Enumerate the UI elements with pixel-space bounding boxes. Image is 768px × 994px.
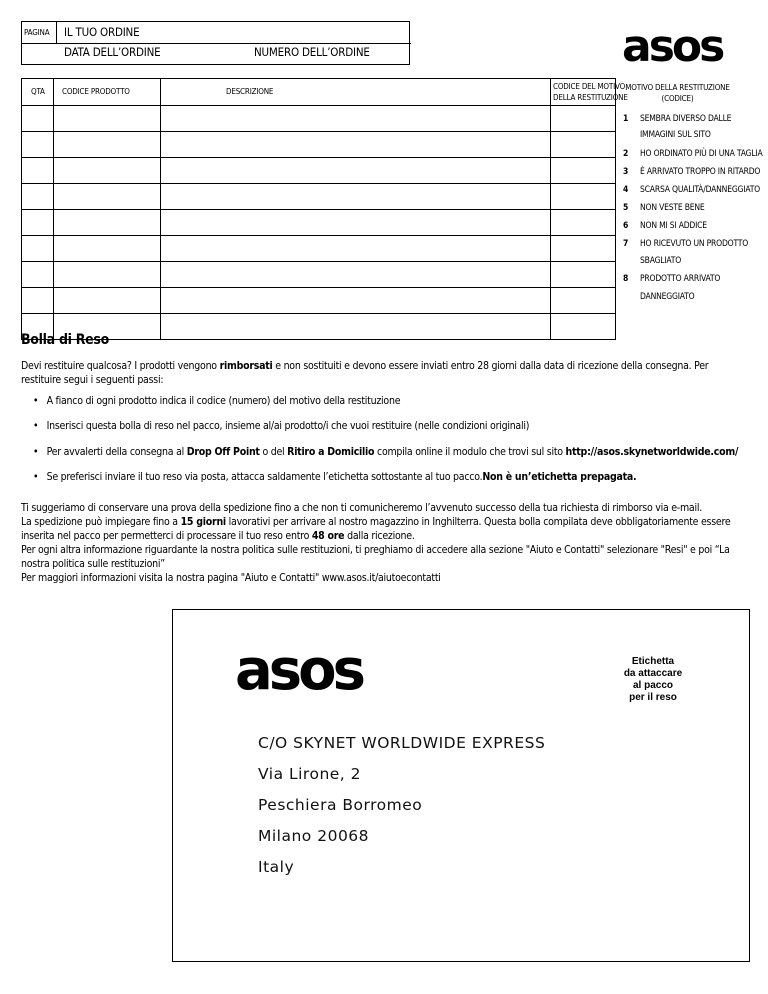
reason-code-cell[interactable]	[551, 236, 616, 262]
qty-cell[interactable]	[22, 262, 54, 288]
desc-cell[interactable]	[161, 158, 551, 184]
reason-number: 7	[623, 239, 629, 249]
code-cell[interactable]	[54, 210, 161, 236]
reason-text: SCARSA QUALITÀ/DANNEGGIATO	[640, 185, 760, 195]
desc-cell[interactable]	[161, 236, 551, 262]
reason-text: DANNEGGIATO	[640, 292, 695, 302]
not-prepaid-text: Non è un’etichetta prepagata.	[482, 471, 637, 483]
qty-cell[interactable]	[22, 210, 54, 236]
reason-code-cell[interactable]	[551, 262, 616, 288]
note-text: La spedizione può impiegare fino a	[21, 516, 181, 528]
table-row	[22, 236, 616, 262]
note-text: Per maggiori informazioni visita la nostra pagina "Aiuto e Contatti" www.asos.it/aiutoecontatti	[21, 572, 441, 584]
reason-text: IMMAGINI SUL SITO	[640, 130, 711, 140]
reason-code-cell[interactable]	[551, 210, 616, 236]
qty-cell[interactable]	[22, 132, 54, 158]
code-cell[interactable]	[54, 236, 161, 262]
reason-number: 2	[623, 149, 629, 159]
reason-text: PRODOTTO ARRIVATO	[640, 274, 721, 284]
order-number-label: NUMERO DELL’ORDINE	[254, 45, 370, 59]
address-line-2: Via Lirone, 2	[258, 765, 362, 783]
intro-text: e non sostituiti e devono essere inviati entro 28 giorni dalla data di ricezione della consegna. Per restituire segui i seguenti passi:	[21, 360, 709, 386]
reason-code-cell[interactable]	[551, 132, 616, 158]
reason-code-cell[interactable]	[551, 288, 616, 314]
reason-text: SEMBRA DIVERSO DALLE	[640, 114, 732, 124]
qty-cell[interactable]	[22, 288, 54, 314]
label-note-line: per il reso	[629, 692, 677, 703]
bullet-3: • Per avvalerti della consegna al Drop Off Point o del Ritiro a Domicilio compila online il modulo che trovi sul sito http://asos.skynetworldwide.com/	[33, 446, 739, 458]
label-note-line: da attaccare	[623, 668, 683, 679]
qty-cell[interactable]	[22, 184, 54, 210]
reason-text: HO ORDINATO PIÙ DI UNA TAGLIA	[640, 149, 763, 159]
desc-cell[interactable]	[161, 288, 551, 314]
col-desc-label: DESCRIZIONE	[226, 87, 274, 96]
label-note-line: Etichetta	[631, 656, 675, 667]
col-reason-label-1: MOTIVO DELLA RESTITUZIONE	[625, 83, 730, 92]
table-row	[22, 106, 616, 132]
reason-text: È ARRIVATO TROPPO IN RITARDO	[640, 167, 761, 177]
page-label: PAGINA	[24, 28, 50, 37]
reason-number: 6	[623, 221, 629, 231]
label-note-line: al pacco	[632, 680, 674, 691]
skynet-link[interactable]: http://asos.skynetworldwide.com/	[565, 446, 739, 458]
drop-off-point-text: Drop Off Point	[186, 446, 260, 458]
note-shipping	[21, 515, 749, 543]
table-row	[22, 210, 616, 236]
intro-text: Devi restituire qualcosa? I prodotti vengono	[21, 360, 220, 372]
address-line-5: Italy	[258, 858, 295, 876]
bullet-text: Inserisci questa bolla di reso nel pacco, insieme al/ai prodotto/i che vuoi restituire (nelle condizioni originali)	[46, 420, 530, 432]
desc-cell[interactable]	[161, 262, 551, 288]
returns-table	[21, 78, 616, 340]
notes-paragraph	[21, 501, 749, 585]
reason-number: 3	[623, 167, 629, 177]
order-label: IL TUO ORDINE	[64, 25, 140, 39]
reason-number: 4	[623, 185, 629, 195]
bullet-text: compila online il modulo che trovi sul sito	[374, 446, 566, 458]
col-code-label: CODICE PRODOTTO	[62, 87, 130, 96]
desc-cell[interactable]	[161, 184, 551, 210]
code-cell[interactable]	[54, 158, 161, 184]
order-date-label: DATA DELL’ORDINE	[64, 45, 161, 59]
qty-cell[interactable]	[22, 106, 54, 132]
label-note	[614, 656, 692, 704]
table-row	[22, 132, 616, 158]
table-row	[22, 262, 616, 288]
desc-cell[interactable]	[161, 314, 551, 340]
note-text: lavorativi per arrivare al nostro magazzino in Inghilterra. Questa bolla compilata deve obbligatoriamente essere inserita nel pacco per permetterci di processare il tuo reso entro	[21, 516, 731, 542]
address-line-4: Milano 20068	[258, 827, 370, 845]
note-bold: 15 giorni	[180, 516, 226, 528]
reason-code-cell[interactable]	[551, 184, 616, 210]
bullet-text: Se preferisci inviare il tuo reso via posta, attacca saldamente l’etichetta sottostante al tuo pacco.	[46, 471, 483, 483]
code-cell[interactable]	[54, 184, 161, 210]
note-text: Per ogni altra informazione riguardante la nostra politica sulle restituzioni, ti preghiamo di accedere alla sezione "Aiuto e Contatti" selezionare "Resi" e poi “La nostra politica sulle restituzioni”	[21, 544, 730, 570]
code-cell[interactable]	[54, 262, 161, 288]
desc-cell[interactable]	[161, 210, 551, 236]
bullet-text: o del	[259, 446, 288, 458]
label-asos-logo: asos	[235, 638, 362, 703]
reason-text: SBAGLIATO	[640, 256, 682, 266]
reason-text: HO RICEVUTO UN PRODOTTO	[640, 239, 749, 249]
col-reason-label-2: (CODICE)	[661, 94, 694, 103]
table-row	[22, 184, 616, 210]
reason-number: 8	[623, 274, 629, 284]
reason-text: NON MI SI ADDICE	[640, 221, 707, 231]
reason-code-cell[interactable]	[551, 158, 616, 184]
qty-cell[interactable]	[22, 158, 54, 184]
header-divider	[57, 43, 411, 44]
note-bold: 48 ore	[311, 530, 345, 542]
intro-bold: rimborsati	[219, 360, 273, 372]
address-line-3: Peschiera Borromeo	[258, 796, 423, 814]
col-qty-label: QTA	[31, 87, 45, 96]
reason-number: 5	[623, 203, 629, 213]
intro-paragraph	[21, 359, 746, 387]
bullet-text: A fianco di ogni prodotto indica il codice (numero) del motivo della restituzione	[46, 395, 401, 407]
table-row	[22, 288, 616, 314]
table-row	[22, 314, 616, 340]
code-cell[interactable]	[54, 106, 161, 132]
reason-code-cell[interactable]	[551, 314, 616, 340]
code-cell[interactable]	[54, 132, 161, 158]
reason-text: NON VESTE BENE	[640, 203, 705, 213]
section-title: Bolla di Reso	[21, 332, 109, 348]
bullet-2: • Inserisci questa bolla di reso nel pacco, insieme al/ai prodotto/i che vuoi restituire (nelle condizioni originali)	[33, 420, 530, 432]
code-cell[interactable]	[54, 288, 161, 314]
bullet-text: Per avvalerti della consegna al	[46, 446, 187, 458]
desc-cell[interactable]	[161, 132, 551, 158]
bullet-4: • Se preferisci inviare il tuo reso via posta, attacca saldamente l’etichetta sottostante al tuo pacco.Non è un’etichetta prepagata.	[33, 471, 637, 483]
header-desc	[161, 79, 551, 106]
reason-number: 1	[623, 114, 629, 124]
reason-code-cell[interactable]	[551, 106, 616, 132]
address-line-1: C/O SKYNET WORLDWIDE EXPRESS	[258, 734, 546, 752]
qty-cell[interactable]	[22, 236, 54, 262]
col-reason-code-label-1: CODICE DEL MOTIVO	[553, 82, 626, 91]
table-row	[22, 158, 616, 184]
asos-logo: asos	[622, 21, 723, 72]
bullet-1: • A fianco di ogni prodotto indica il codice (numero) del motivo della restituzione	[33, 395, 401, 407]
desc-cell[interactable]	[161, 106, 551, 132]
home-pickup-text: Ritiro a Domicilio	[287, 446, 375, 458]
col-reason-code-label-2: DELLA RESTITUZIONE	[553, 93, 628, 102]
note-text: Ti suggeriamo di conservare una prova della spedizione fino a che non ti comunicheremo l’avvenuto successo della tua richiesta di rimborso via e-mail.	[21, 502, 702, 514]
note-text: dalla ricezione.	[344, 530, 415, 542]
